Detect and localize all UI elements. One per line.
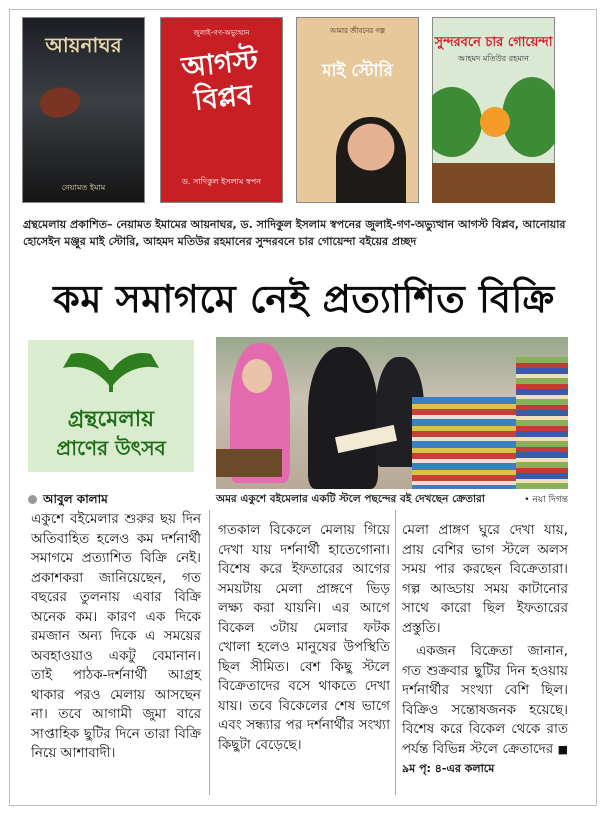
book-stack xyxy=(412,397,532,489)
column-divider xyxy=(395,510,396,795)
cover-author: ড. সাদিকুল ইসলাম স্বপন xyxy=(182,177,261,186)
byline-name: আবুল কালাম xyxy=(43,492,108,506)
hand-illustration xyxy=(36,81,84,123)
logo-line-1: গ্রন্থমেলায় xyxy=(67,407,155,432)
logo-line-2: প্রাণের উৎসব xyxy=(56,436,166,460)
cover-title: সুন্দরবনে চার গোয়েন্দা xyxy=(434,35,553,50)
article-column-1: একুশে বইমেলার শুরুর ছয় দিন অতিবাহিত হলেও কম দর্শনার্থী সমাগমে প্রত্যাশিত বিক্রি নেই। প্রকাশকরা জানিয়েছেন, গত বছরের তুলনায় এবার বিক্রি অনেক কম। কারণ এক দিকে রমজান অন্য দিকে এ সময়ের অবহাওয়াও একটু বেমানান। তাই পাঠক-দর্শনার্থী আগ্রহ থাকার পরও মেলায় আসছেন না। তবে আগামী জুমা বারে সাপ্তাহিক ছুটির দিনে তারা বিক্রি নিয়ে আশাবাদী। xyxy=(31,511,201,761)
article-paragraph: মেলা প্রাঙ্গণ ঘুরে দেখা যায়, প্রায় বেশির ভাগ স্টলে অলস সময় পার করছেন বিক্রেতারা। গল্প আড্ডায় সময় কাটানোর সাথে কারো ছিল ইফতারের প্রস্তুতি। xyxy=(402,522,568,636)
photo-credit: • নয়া দিগন্ত xyxy=(524,495,568,505)
book-cover-sundarbone xyxy=(432,17,555,203)
open-book-icon xyxy=(61,348,161,398)
tree-illustration xyxy=(502,77,555,157)
tree-illustration xyxy=(432,87,482,157)
cover-title: মাই স্টোরি xyxy=(322,61,393,81)
book-fair-logo xyxy=(28,340,194,472)
face xyxy=(242,359,272,393)
article-paragraph xyxy=(402,642,568,779)
book-stack xyxy=(216,449,282,477)
continuation-jump[interactable]: ■ ৯ম পৃ: ৪-এর কলামে xyxy=(402,742,568,775)
ground-illustration xyxy=(432,163,555,203)
book-covers xyxy=(12,17,564,212)
article-paragraph-text: একজন বিক্রেতা জানান, গত শুক্রবার ছুটির দিন হওয়ায় দর্শনার্থীর সংখ্যা বেশি ছিল। বিক্রিও সন্তোষজনক হয়েছে। বিশেষ করে বিকেল থেকে রাত পর্যন্ত বিভিন্ন স্টলে ক্রেতাদের xyxy=(402,643,568,757)
headline: কম সমাগমে নেই প্রত্যাশিত বিক্রি xyxy=(53,277,555,321)
book-fair-photo xyxy=(216,337,568,489)
byline xyxy=(28,491,108,511)
column-divider xyxy=(209,510,210,795)
photo-caption-text: অমর একুশে বইমেলার একটি স্টলে পছন্দের বই দেখছেন ক্রেতারা xyxy=(216,493,485,505)
book-cover-aynaghar xyxy=(22,17,145,203)
article-column-3 xyxy=(402,521,568,779)
cover-subtitle: আমার জীবনের গল্প xyxy=(330,27,385,35)
book-cover-august-biplob xyxy=(160,17,283,203)
woman-niqab xyxy=(308,347,378,489)
sun-illustration xyxy=(480,107,510,137)
author-portrait xyxy=(336,117,406,203)
cover-author: নেয়ামত ইমাম xyxy=(61,183,106,192)
book-cover-my-story xyxy=(296,17,419,203)
cover-subtitle: জুলাই-গণ-অভ্যুত্থান xyxy=(193,29,250,37)
cover-title: আয়নাঘর xyxy=(45,33,122,57)
article-column-2: গতকাল বিকেলে মেলায় গিয়ে দেখা যায় দর্শনার্থী হাতেগোনা। বিশেষ করে ইফতারের আগের সময়টায় মেলা প্রাঙ্গণে ভিড় লক্ষ্য করা যায়নি। এর আগে বিকেল ৩টায় মেলার ফটক খোলা হলেও মানুষের উপস্থিতি ছিল সীমিত। বেশ কিছু স্টলে বিক্রেতাদের বসে থাকতে দেখা যায়। তবে বিকেলের শেষ ভাগে এবং সন্ধ্যার পর দর্শনার্থীর সংখ্যা কিছুটা বেড়েছে। xyxy=(218,522,390,753)
cover-title: আগস্ট বিপ্লব xyxy=(179,43,260,117)
cover-author: আহমদ মতিউর রহমান xyxy=(458,54,529,63)
bullet-icon xyxy=(28,495,37,504)
cover-caption: গ্রন্থমেলায় প্রকাশিত– নেয়ামত ইমামের আয়নাঘর, ড. সাদিকুল ইসলাম স্বপনের জুলাই-গণ-অভ্যুত্থান আগস্ট বিপ্লব, আনোয়ার হোসেইন মঞ্জুর মাই স্টোরি, আহমদ মতিউর রহমানের সুন্দরবনে চার গোয়েন্দা বইয়ের প্রচ্ছদ xyxy=(23,218,566,248)
book-stack xyxy=(516,357,568,489)
photo-caption xyxy=(216,492,568,509)
